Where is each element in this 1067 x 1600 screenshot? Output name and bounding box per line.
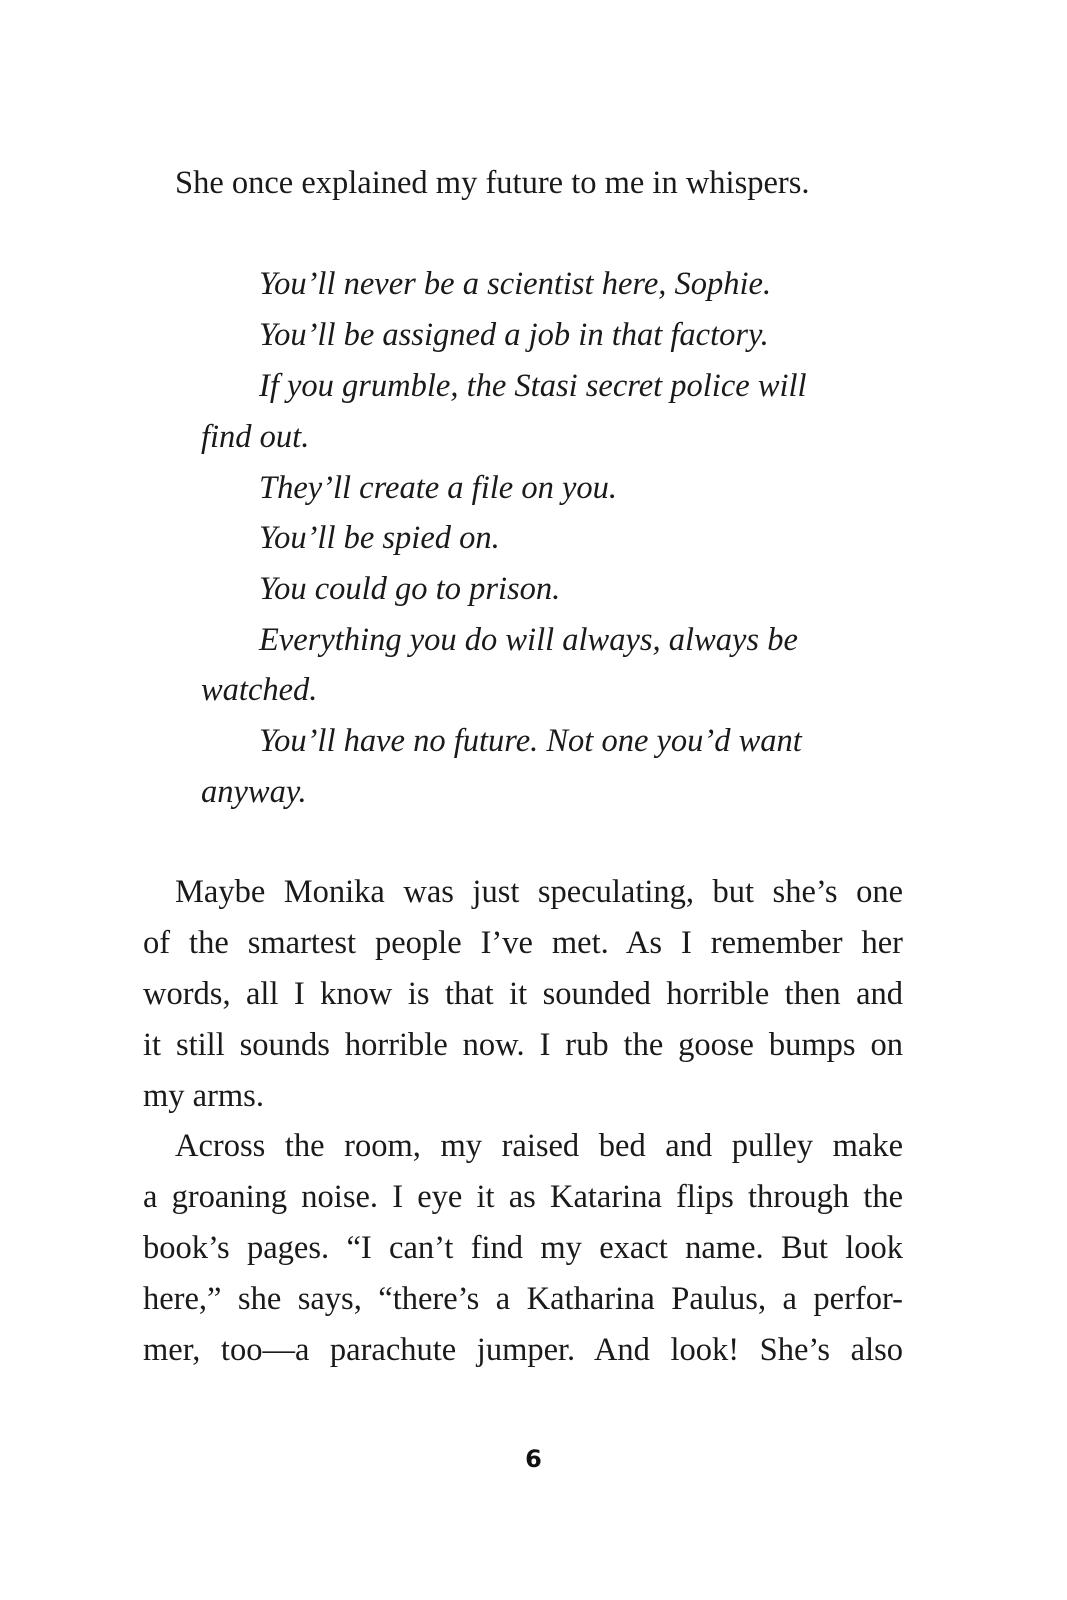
text-line: a groaning noise. I eye it as Katarina flips through the: [143, 1179, 903, 1215]
whisper-line: find out.: [201, 419, 310, 455]
whisper-line: You’ll have no future. Not one you’d want: [259, 723, 802, 759]
text-line: words, all I know is that it sounded horrible then and: [143, 976, 903, 1012]
page-number: 6: [525, 1445, 542, 1473]
opening-line: She once explained my future to me in whispers.: [175, 165, 810, 201]
text-line: Across the room, my raised bed and pulley make: [175, 1128, 903, 1164]
whisper-line: anyway.: [201, 774, 307, 810]
whisper-line: watched.: [201, 672, 318, 708]
whisper-line: Everything you do will always, always be: [259, 622, 798, 658]
text-line: my arms.: [143, 1078, 264, 1114]
text-line: book’s pages. “I can’t find my exact name. But look: [143, 1230, 903, 1266]
whisper-line: You’ll never be a scientist here, Sophie.: [259, 266, 772, 302]
whisper-line: You’ll be assigned a job in that factory.: [259, 317, 769, 353]
paragraph-monika: [143, 872, 903, 1127]
text-line: of the smartest people I’ve met. As I remember her: [143, 925, 903, 961]
whisper-line: You’ll be spied on.: [259, 520, 500, 556]
text-line: Maybe Monika was just speculating, but she’s one: [175, 874, 903, 910]
text-line: mer, too—a parachute jumper. And look! She’s also: [143, 1332, 903, 1368]
whisper-line: If you grumble, the Stasi secret police will: [259, 368, 807, 404]
whisper-line: You could go to prison.: [259, 571, 561, 607]
text-line: here,” she says, “there’s a Katharina Paulus, a perfor-: [143, 1281, 903, 1317]
text-line: it still sounds horrible now. I rub the goose bumps on: [143, 1027, 903, 1063]
paragraph-katarina: [143, 1126, 903, 1381]
whisper-line: They’ll create a file on you.: [259, 470, 617, 506]
